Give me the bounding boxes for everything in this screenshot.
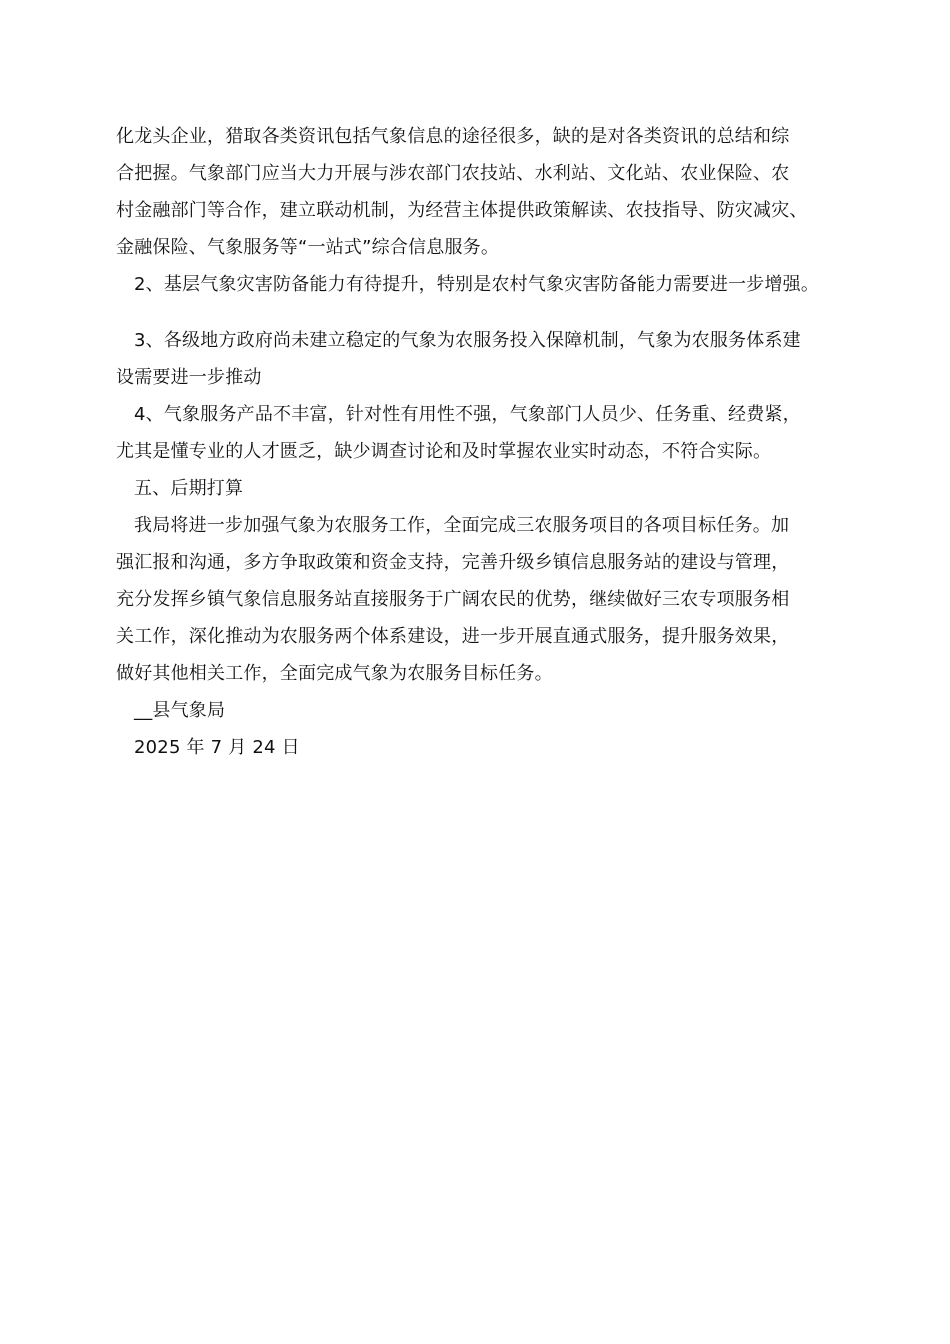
paragraph-line: 尤其是懂专业的人才匮乏，缺少调查讨论和及时掌握农业实时动态，不符合实际。: [116, 441, 772, 462]
paragraph-line: 关工作，深化推动为农服务两个体系建设，进一步开展直通式服务，提升服务效果，: [116, 626, 790, 647]
paragraph-line: 充分发挥乡镇气象信息服务站直接服务于广阔农民的优势，继续做好三农专项服务相: [116, 589, 790, 610]
paragraph-line: 3、各级地方政府尚未建立稳定的气象为农服务投入保障机制，气象为农服务体系建: [134, 330, 801, 351]
section-heading: 五、后期打算: [134, 478, 244, 499]
paragraph-line: 化龙头企业，猎取各类资讯包括气象信息的途径很多，缺的是对各类资讯的总结和综: [116, 126, 790, 147]
paragraph-line: 做好其他相关工作，全面完成气象为农服务目标任务。: [116, 663, 553, 684]
paragraph-line: 合把握。气象部门应当大力开展与涉农部门农技站、水利站、文化站、农业保险、农: [116, 163, 790, 184]
paragraph-line: 设需要进一步推动: [116, 367, 262, 388]
paragraph-line: 我局将进一步加强气象为农服务工作，全面完成三农服务项目的各项目标任务。加: [134, 515, 790, 536]
signature-organization: __县气象局: [134, 700, 226, 721]
paragraph-line: 2、基层气象灾害防备能力有待提升，特别是农村气象灾害防备能力需要进一步增强。: [134, 274, 820, 295]
paragraph-spacer: [116, 303, 850, 322]
paragraph-line: 金融保险、气象服务等“一站式”综合信息服务。: [116, 237, 500, 258]
document-page: [116, 118, 850, 766]
paragraph-line: 强汇报和沟通，多方争取政策和资金支持，完善升级乡镇信息服务站的建设与管理，: [116, 552, 790, 573]
paragraph-line: 4、气象服务产品不丰富，针对性有用性不强，气象部门人员少、任务重、经费紧，: [134, 404, 801, 425]
paragraph-line: 村金融部门等合作，建立联动机制，为经营主体提供政策解读、农技指导、防灾减灾、: [116, 200, 808, 221]
signature-date: 2025 年 7 月 24 日: [134, 737, 300, 758]
